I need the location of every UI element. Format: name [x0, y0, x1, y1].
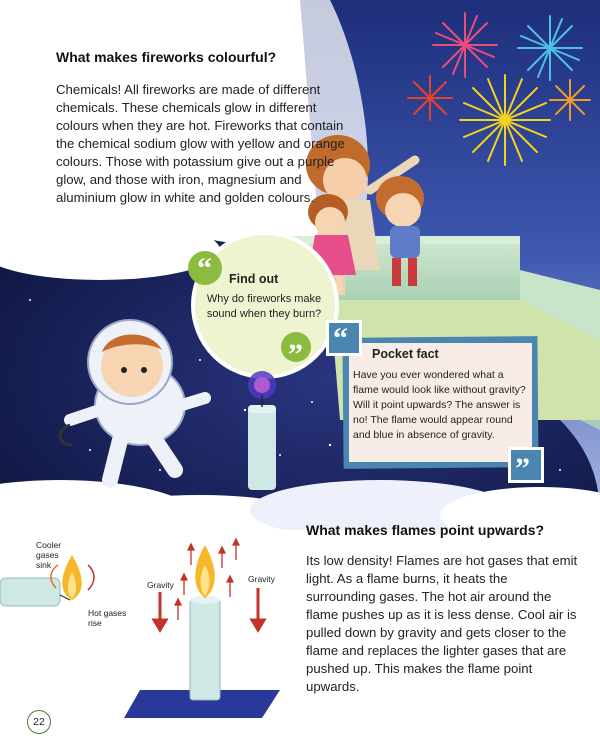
heading-flames: What makes flames point upwards? [306, 522, 545, 538]
find-out-title: Find out [229, 272, 279, 286]
label-gravity-left: Gravity [147, 580, 174, 590]
label-hot-gases: Hot gases rise [88, 608, 127, 628]
pocket-fact-text: Have you ever wondered what a flame would look like without gravity? Will it point upwards? The answer is no! The flame would appear round and blue in absence of gravity. [353, 369, 526, 441]
label-gravity-right: Gravity [248, 574, 275, 584]
svg-text:“: “ [333, 322, 348, 355]
svg-text:”: ” [515, 452, 530, 485]
heading-fireworks: What makes fireworks colourful? [56, 49, 277, 65]
paragraph-flames: Its low density! Flames are hot gases that emit light. As a flame burns, it heats the surrounding gases. The hot air around the flame pushes up as it is less dense. Cool air is pulled down by gravity and gets closer to the flame and replaces the lighter gases that are pushed up. This makes the flame point upwards. [306, 553, 578, 694]
candle-blue-flame [248, 371, 276, 490]
label-cooler-gases: Cooler gases sink [36, 540, 62, 570]
svg-text:”: ” [288, 338, 303, 371]
paragraph-fireworks: Chemicals! All fireworks are made of different chemicals. These chemicals glow in different colours when they are hot. Fireworks that contain the chemical sodium glow with yellow and orange colours. Those with potassium give out a purple glow, and those with iron, magnesium and aluminium glow in white and golden colours. [56, 82, 345, 205]
find-out-text: Why do fireworks make sound when they burn? [206, 293, 322, 320]
svg-text:“: “ [197, 252, 212, 285]
page-number: 22 [27, 710, 51, 734]
pocket-fact-title: Pocket fact [372, 347, 439, 361]
